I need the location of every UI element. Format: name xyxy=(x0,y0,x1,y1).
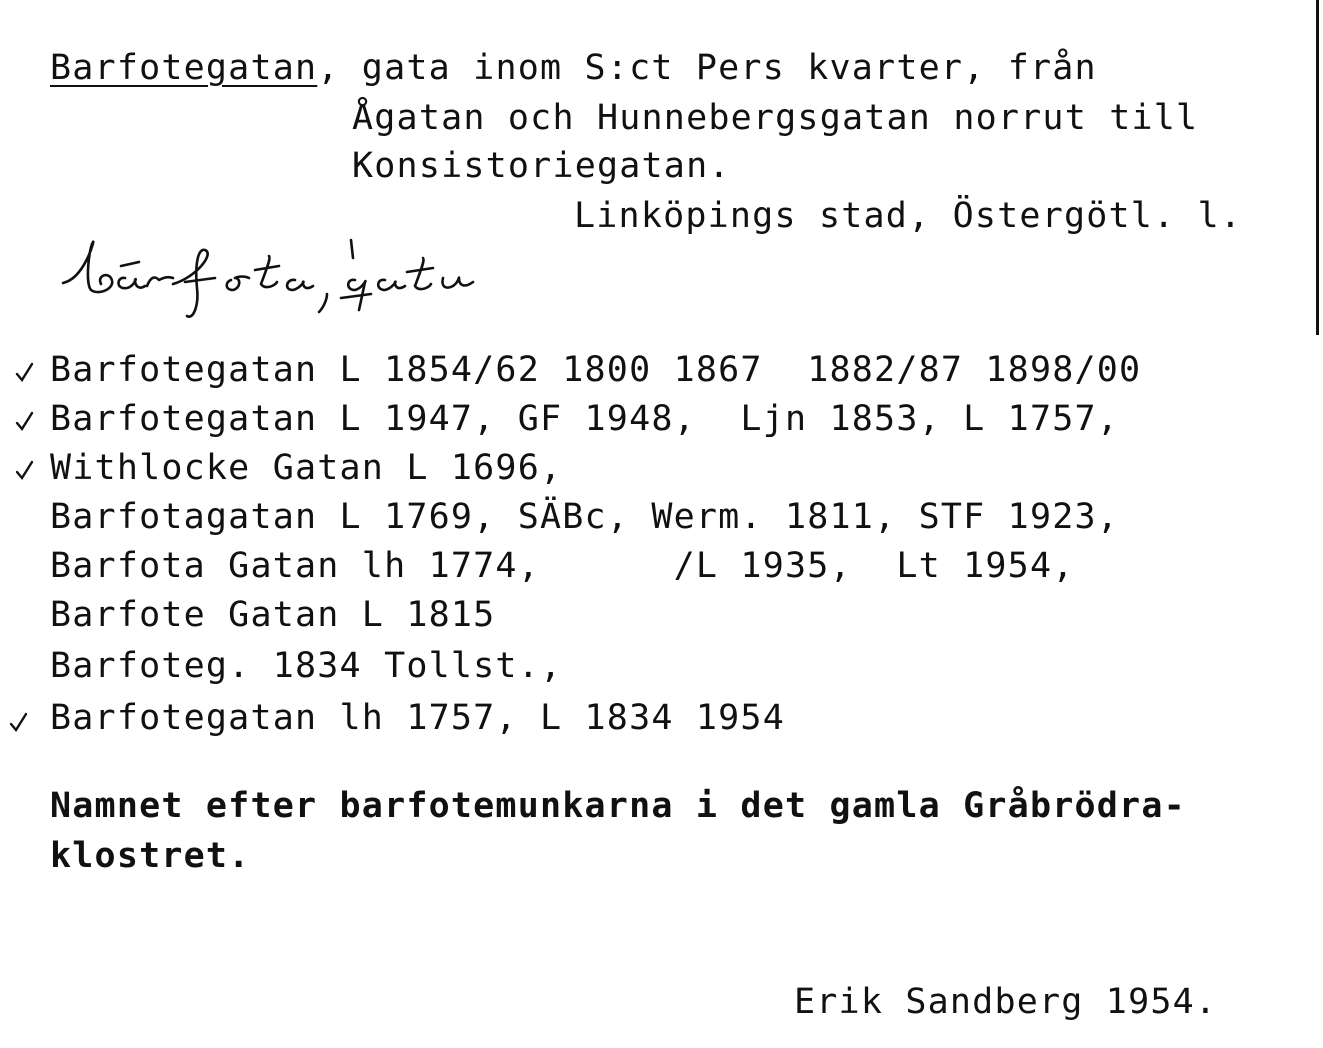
checkmark-icon xyxy=(14,360,36,384)
header-line-2: Ågatan och Hunnebergsgatan norrut till xyxy=(352,98,1199,138)
checkmark-icon xyxy=(14,409,36,433)
entry-text: Barfotegatan L 1947, GF 1948, Ljn 1853, L 1757, xyxy=(50,399,1120,439)
explanation-line-1: Namnet efter barfotemunkarna i det gamla Gråbrödra- xyxy=(50,786,1186,826)
header-line-1 xyxy=(50,48,1097,88)
entry-text: Barfote Gatan L 1815 xyxy=(50,595,496,635)
entry-text: Barfota Gatan lh 1774, /L 1935, Lt 1954, xyxy=(50,546,1075,586)
header-line-1-rest: , gata inom S:ct Pers kvarter, från xyxy=(317,48,1097,88)
entry-text: Withlocke Gatan L 1696, xyxy=(50,448,563,488)
explanation-line-2: klostret. xyxy=(50,836,251,876)
header-line-3: Konsistoriegatan. xyxy=(352,146,731,186)
handwritten-note-icon xyxy=(55,228,595,328)
entry-text: Barfotegatan L 1854/62 1800 1867 1882/87 1898/00 xyxy=(50,350,1142,390)
card-edge-line xyxy=(1316,0,1319,335)
entry-text: Barfotegatan lh 1757, L 1834 1954 xyxy=(50,698,785,738)
signature: Erik Sandberg 1954. xyxy=(794,982,1218,1022)
headword: Barfotegatan xyxy=(50,48,318,88)
entry-text: Barfoteg. 1834 Tollst., xyxy=(50,646,563,686)
entry-text: Barfotagatan L 1769, SÄBc, Werm. 1811, STF 1923, xyxy=(50,497,1120,537)
header-line-4: Linköpings stad, Östergötl. l. xyxy=(574,196,1243,236)
checkmark-icon xyxy=(14,458,36,482)
checkmark-icon xyxy=(8,710,30,734)
